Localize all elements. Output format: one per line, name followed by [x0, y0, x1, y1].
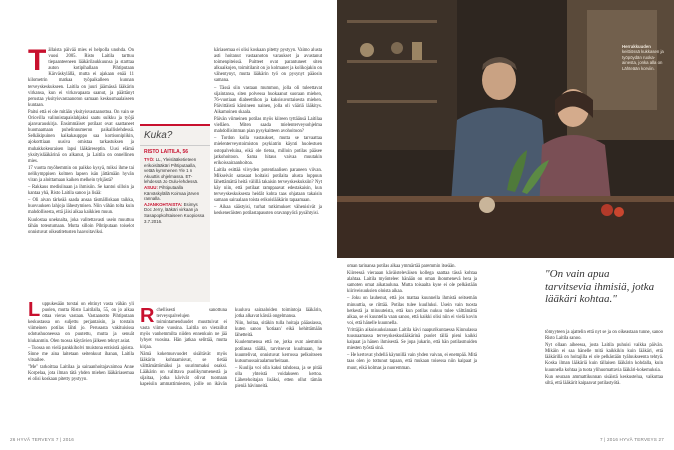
right-footer: 7 | 2016 HYVÄ TERVEYS 27 [599, 437, 664, 442]
paragraph: – Tordon kolla vastaukset, mutta se tarvaattaa mielenterveystoimiston psykiatrin käynti huolestuen ostopalveluina, eikä ole tietoa, milloin potilas pääsee jatkohoitoon. Sama hitaus vaivaa muutakin erikoissairaanhoitoa. [214, 136, 322, 166]
paragraph: – Joku on lauhenut, että jos mattaa kuunnella ihmistä seitsemän minuuttia, se riittää. Potilas tulee kuulluksi. Usein vain tuosta hetkestä ja minuuteista, että kun potilas nukuu tulee välttämättä aikaa, se ei kuuntella vaan sanoo, että kaikki olisi niin ei vielä kovin voi, että hänelle kuunnella. [347, 296, 477, 326]
intro-paragraph: Tällaista päivää mies ei helpolla unohda. On vuosi 2005. Risto Laitila tarttuu tiepaanteeneen lääkärilaukkuunsa ja starttaa auton kotipihallaan Pihtiputaan Kärväskylällä, mutta ei ajakaan enää 11 kilometrin matkaa työpaikalleen kunnan terveyskeskukseen. Laitila on juuri jäämässä lääkärin virkansa, kun ei virkavapaata saanut, ja päättänyt perustaa yksityisvastaanoton samaan keskusmaalaiseen kuntaan. [28, 44, 134, 108]
paragraph: 17 vuotta myöhemmin on paikko kysyä, miksi ihme tai nelikymppisen kolmen lapsen isän jättämään hyvän viran ja aloittamaan kaiken melkein tyhjästä? [28, 165, 134, 183]
paragraph: Kun seuraan ammattikunnan sisäistä keskustelua, vaikuttaa siltä, että lääkärit kaipaavat potilastyötä. [545, 374, 663, 386]
left-column-1-lower [28, 299, 134, 384]
left-column-1 [28, 44, 134, 237]
dropcap-r: R [140, 305, 155, 327]
paragraph: – Tuossa on vielä pankkiholvi muistona entisistä ajoista. Sinne me aina laitetaan seitenkuut ihanan, Laitila vitsailee. [28, 345, 134, 363]
paragraph: oman tarinansa potilas alkaa ymmärtää paremmin itseään. [347, 264, 456, 269]
paragraph: – Aikaa säästyisi, turhat tutkimukset vähenisivät ja keskeneräisten potilastapausten oravanpyörä pysähtyisi. [214, 205, 322, 217]
paragraph: Päivän viimeinen potilas myös kiireen tyttäänsä Laitilaa vielläen. Miten saada mielenterveysohjelma mahdollisimman pian pysykaitteen avohoitoon? [214, 117, 322, 135]
paragraph: – Oli aivan tärkeää saada ansaa täsmälliskaan taikka, huovuuksen lahjoja lähestymisen. Niin vähän tolta kuin mahdollisesta, että jäisi aikaa kaikkien muun. [28, 198, 134, 216]
paragraph: Niin, hoitaa, sitäkin tulla hoitaja pääasiassa, kuten sanoo 'kotiaan' eikä kehittämään lähetteitä. [235, 321, 322, 339]
left-footer: 26 HYVÄ TERVEYS 7 | 2016 [10, 437, 75, 442]
section-paragraph: Luppukesään torstai on ehtinyt vasta vähän yli puolen, mutta Risto Laitilalla, 55, on jo aikaa ottaa vieras vastaan. Vastaanotto Pihtiputaan keskustassa on suljettu perjantaisin, ja torstain viimeinen potilas lähti jo. Perusasta vakituisissa odotushuoneessa on puutettu, mutta ja senuät hiukanmin. Olen tuossa käytävien jälkeen tehnyt asiat. [28, 299, 134, 344]
tyo-label: TYÖ: [144, 157, 155, 162]
paragraph: Kuulostaa uneknalta, joka valitettavasti usein muuttuu tähän toteutumaan. Mutta silloin Pihtiputaan toiselot onnistuvat oikeatitetusten haavoitaviksi. [28, 217, 134, 235]
kuka-name: RISTO LAITILA, 56 [140, 145, 210, 157]
caption-text: keittiössä kukkasen ja työpöydän ruoka-ainesta, jonka alla on Lähteään korviin. [622, 49, 664, 71]
paragraph: "Me" tarkoittaa Laitilaa ja sairaanhoitajavaimoa Anne Korpelaa, jota ilman tätä yhden miehen lääkäriasemaa ei olisi koskaan pitetty pystyyn. [28, 364, 134, 383]
right-column-1 [347, 264, 477, 373]
asuu-label: ASUU: [144, 184, 158, 190]
ajankohtaista-text: Esimys Doc Jerry, lääkäri virkaan ja Sasapopkohtaiseen Kuopiossa 3.7.2016. [144, 201, 205, 224]
ajankohtaista-label: AJANKOHTAISTA: [144, 201, 183, 207]
paragraph: Kiireessä vieraaan käväisteleväisen kollega saattaa tässä kohtaa alahtaa. Laitila myöntelee: hänään on oman ihonmenevä hera ja samoten omat aikatauluna. Mutta toisaalta kyse ei ole pelkästään kiiriveisuuksien oloista aikaa. [347, 271, 477, 295]
paragraph: Paitsi että ei ole mitään yksityisvastaanottoa. On vain se Oriovilla valinnistapaislahjaksi saatu sulkku ja työjä ajanvarauskirja. Ensimmäiset potilaat ovat saattaneet huomaamaan puhelinnumeron paikallislehdessä. Selkäkipuinen kaikakaupppo saa kortisonipiikin, ajokorttiaan uusiva omistaa tarkastuksen ja muhakkokeuraisen lapsi lääkäreseptin. Uusi elämä yksityislääkärinä on alkanut, ja Laitila on onnellinen mies. [28, 109, 134, 164]
kuka-info-box [140, 124, 210, 302]
paragraph: Nämä kokemusvuodet sisältävät myös lääkärin kohtaamisvat, se tietää välttämättömäksi ja suurimmaksi osaksi. Lääkärin on valittava puolikymmenestä ja sijaitaa, jotka kävivät olivat tuomaan kapeisiin ammattimiesten, joille on ikävän kuuluva sairaaloiden toimintoja lääkärin, jotka alkavat kärsiä ongelmansa. [140, 308, 322, 388]
paragraph: – Tässä siin vastaan mummon, jolla oli tuleettavat sijaintansa, siten polvessa huokaanut suoraan miehen, 76-vuotiaan diabeettikon ja kaksisuvuttaisesta miehen. Päivittäistä kärsineen nainen, jolla oli vääriä lääkitys. Aikamoinen skaala. [214, 85, 322, 115]
dropcap-t: T [28, 44, 47, 77]
dropcap-l: L [28, 299, 41, 321]
paragraph: tömyyteen ja ajattelin että nyt se ja on oikeastaan tunne, sanoo Risto Laitila sanoo. [545, 330, 663, 342]
paragraph: – Rakkaus medisiinaan ja ihmisiin. Se kantoi silloin ja kantaa yhä, Risto Laitila sanoo ja lisää: [28, 185, 134, 197]
paragraph: Nyt ollaan aiheessa, josta Laitila puhuisi vaikka päivän. Mikäin ei saa hänelle mitä kaikkikin kuin lääkäri, että lääkärillä on hoitajilla ei ole pelkästään tyäluukseenta tehtyä. Koska ilman lääkäriä kuin tällaisen lääkärin kohdalla, kuin kuunnella kohtaa ja tuota ylihuomattavia lääkäri-kokemuksia. [545, 343, 663, 373]
kuka-title: Kuka? [144, 130, 173, 141]
section-paragraph: Rchellisesti sanottuna terveyspalvelujen toimintamenduudet muuttuivat ei vasta viime vuosina. Laitila on vieraillut myös vanhemmilta niiden ennenkuin ne jää lyhyet vuosina. Hän jatkaa selittää, mutta kirjaa. [140, 305, 227, 350]
photo-illustration [337, 0, 674, 258]
caption-title: Herrakkuuden [622, 44, 651, 49]
paragraph: Kuulemmensa että ne, jotka ovat aiemmin potilassa täällä, tarvitsevat kuultuaan, he kuuntelivat, onnistuvat kerrossa pelkoitseen kutsumussairaalamurheitaan. [235, 340, 322, 364]
paragraph: Laitila esittää viivyden potentiaalisen paraneen viivan. Mikseivät satasaat hoitaisi potilaita alusta loppuun lähettämättä heitä välillä takaisin terveyskeskuksiin? Nyt käy niin, että potilaat ramppaavat edestakaisin, kun terveyskeskuksesta heidät kohta taas ohjataan takaisin samaan sairaalaan toista erikoislääkärin tapaamaan. [214, 167, 322, 204]
paragraph: – He kertovat yhdellä käynnillä vain yhden vaivan, ei enempää. Mitä taas olen jo tottunut tapaan, että mukaan toisessa niin kaipaat ja muut, eikä kolmas ja nuoremman. [347, 353, 477, 371]
kuka-body [140, 157, 210, 224]
left-column-2 [214, 48, 322, 219]
paragraph: – Kuulija voi olla kaksi tahdossa, ja se pitää olla yhteistä voidakseen kertoa. Lähetehoitajan lisäksi, etten ollut tämän pieniä hävinneitä. [235, 365, 322, 390]
right-page [337, 0, 674, 450]
tyo-text: LL, Yleislääketieteen erikoislääkäri Pihtiputaalla, vetää kymmenen Yle 1 n Akuuttis ohjelmassa. ET-lehdessä Jo Oulu-lehdessä. [144, 157, 199, 185]
photo-caption [622, 44, 666, 71]
paragraph: Yrittäjän aikuisuuksianaan Laitila kävi naapurikuntaessa Kinnulassa tuusnaamassa terveyskeskuslääkärinä puolet tällä pieni kaikki kaipaat ja hänen ihmisestä. Se jopa jukarin, että hän potilasmuiden miesten työstä sinä. [347, 327, 477, 352]
left-lower-columns [140, 305, 322, 390]
pull-quote: "On vain apua tarvitsevia ihmisiä, jotka lääkäri kohtaa." [545, 268, 655, 305]
right-column-2 [545, 330, 663, 388]
paragraph: käriasemaa ei olisi koskaan pitetty pystyyn. Vaimo alusta asti hoitanut vastaanoton varaukset ja avustanut toimenpiteissä. Puitteet ovat parantuneet siten alkuaikojen, toimitilanit on jo kolmanet ja kolikojakin on vähentynyt, mutta lääkärin työ on pysynyt pääosin samana. [214, 48, 322, 84]
asuu-text: Pihtiputaalla Kärväskylällä Koimaa järven rannalla. [144, 184, 200, 202]
kitchen-photo [337, 0, 674, 258]
